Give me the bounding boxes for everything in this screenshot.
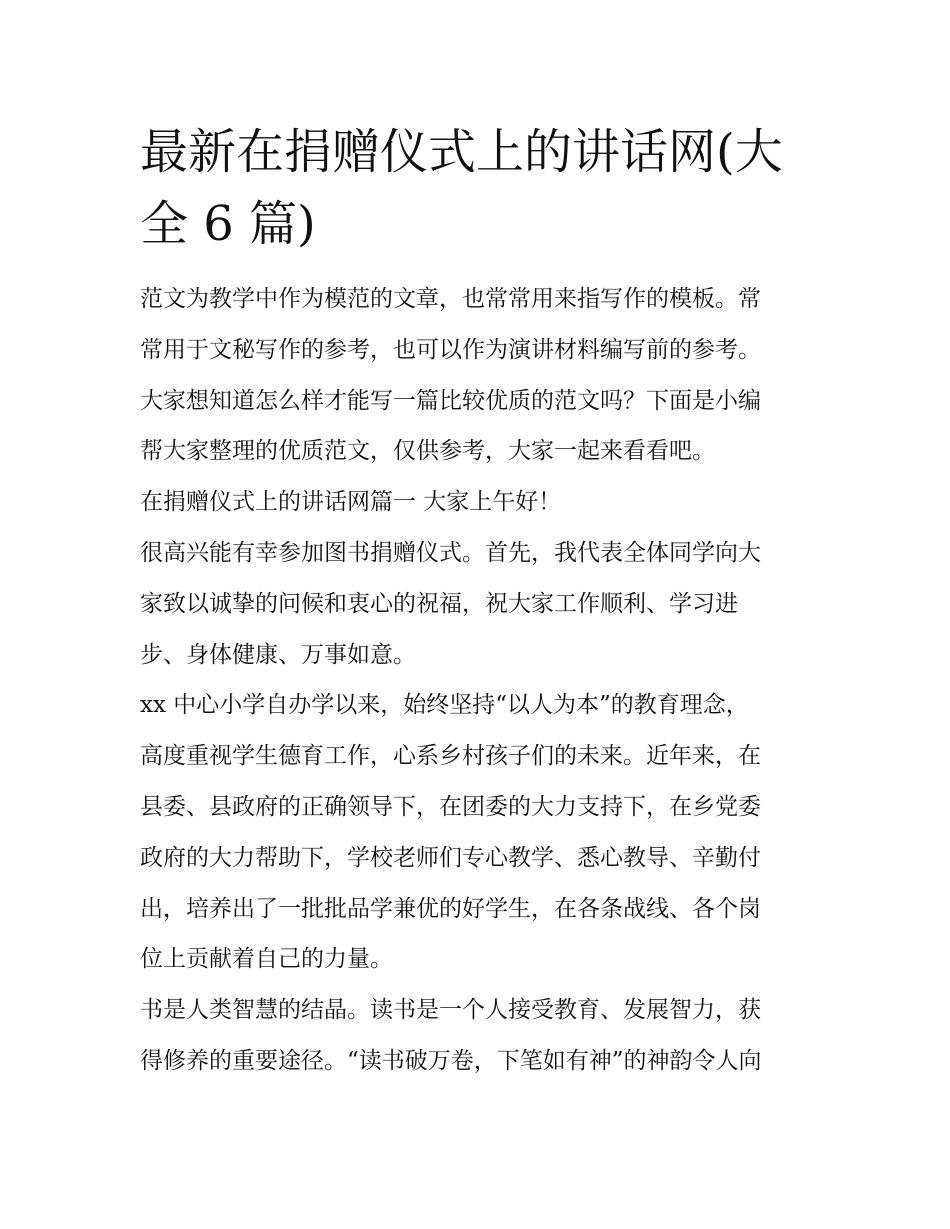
paragraph-line: 大家想知道怎么样才能写一篇比较优质的范文吗？下面是小编	[140, 387, 761, 414]
paragraph-line: 很高兴能有幸参加图书捐赠仪式。首先，我代表全体同学向大	[140, 539, 761, 566]
paragraph-line: 家致以诚挚的问候和衷心的祝福，祝大家工作顺利、学习进	[140, 590, 738, 617]
document-title	[140, 116, 820, 260]
paragraph-line: 帮大家整理的优质范文，仅供参考，大家一起来看看吧。	[140, 438, 715, 465]
paragraph-line: 常用于文秘写作的参考，也可以作为演讲材料编写前的参考。	[140, 336, 761, 363]
paragraph-line: 出，培养出了一批批品学兼优的好学生，在各条战线、各个岗	[140, 895, 761, 922]
paragraph-line: 高度重视学生德育工作，心系乡村孩子们的未来。近年来，在	[140, 743, 761, 770]
paragraph-line: 在捐赠仪式上的讲话网篇一 大家上午好！	[140, 489, 562, 516]
paragraph-line: 范文为教学中作为模范的文章，也常常用来指写作的模板。常	[140, 286, 761, 312]
paragraph-line: 书是人类智慧的结晶。读书是一个人接受教育、发展智力，获	[140, 997, 761, 1024]
paragraph-line: xx 中心小学自办学以来，始终坚持“以人为本”的教育理念，	[140, 692, 749, 719]
title-line: 最新在捐赠仪式上的讲话网(大	[140, 124, 783, 180]
document-body	[140, 274, 820, 1087]
title-line: 全 6 篇)	[140, 196, 316, 252]
paragraph-line: 县委、县政府的正确领导下，在团委的大力支持下，在乡党委	[140, 793, 761, 820]
paragraph-line: 步、身体健康、万事如意。	[140, 641, 416, 668]
paragraph-line: 得修养的重要途径。“读书破万卷，下笔如有神”的神韵令人向	[140, 1047, 762, 1074]
paragraph-line: 政府的大力帮助下，学校老师们专心教学、悉心教导、辛勤付	[140, 844, 761, 871]
paragraph-line: 位上贡献着自己的力量。	[140, 946, 393, 973]
